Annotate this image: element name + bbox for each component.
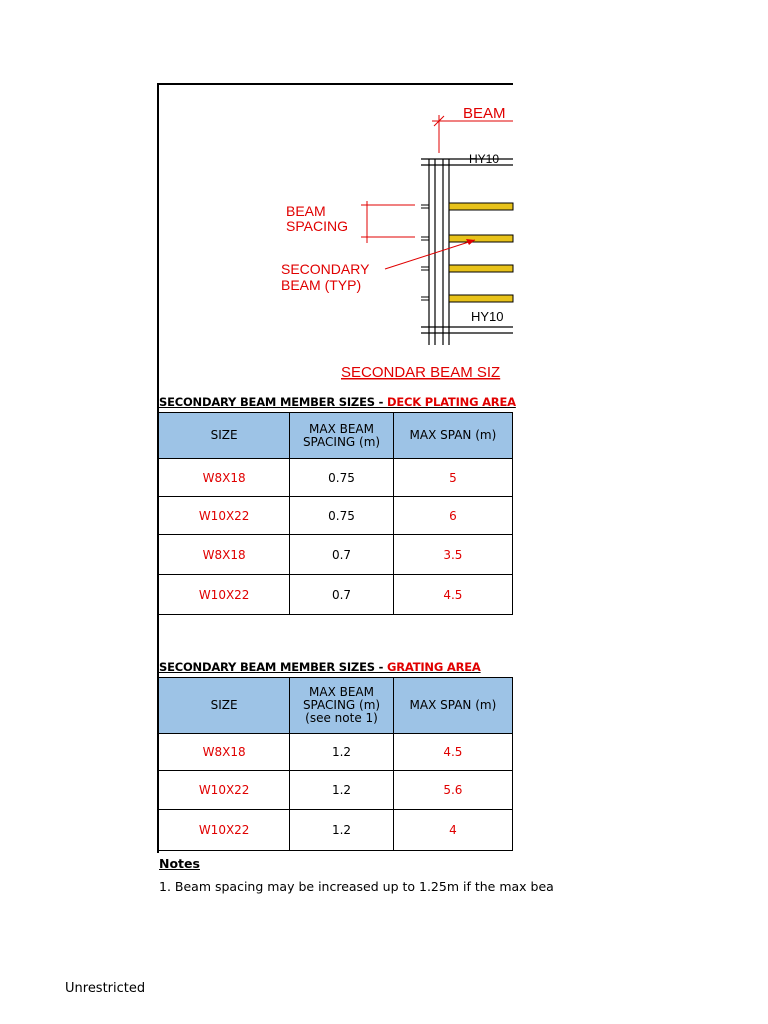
header-size: SIZE	[159, 678, 290, 734]
spacing-cell: 1.2	[290, 810, 394, 851]
size-cell: W8X18	[159, 734, 290, 771]
size-cell: W10X22	[159, 497, 290, 535]
header-size: SIZE	[159, 413, 290, 459]
size-cell: W10X22	[159, 810, 290, 851]
span-cell: 5.6	[393, 771, 512, 810]
table-header-row	[159, 413, 513, 459]
beam-layout-diagram	[157, 83, 513, 393]
header-span: MAX SPAN (m)	[393, 413, 512, 459]
deck-title-prefix: SECONDARY BEAM MEMBER SIZES -	[159, 395, 387, 409]
secondary-beam-label-2: BEAM (TYP)	[281, 277, 362, 293]
beam-spacing-label-1: BEAM	[286, 203, 326, 219]
grating-table-title	[159, 660, 481, 674]
span-cell: 4	[393, 810, 512, 851]
secondary-beam-label-1: SECONDARY	[281, 261, 370, 277]
classification-footer: Unrestricted	[65, 981, 146, 996]
grating-title-area: GRATING AREA	[387, 660, 481, 674]
drawing-caption: SECONDAR BEAM SIZ	[341, 364, 501, 381]
table-row	[159, 771, 513, 810]
secondary-beam-2	[449, 235, 513, 242]
spacing-cell: 0.75	[290, 459, 394, 497]
column-ticks	[421, 205, 429, 300]
deck-plating-table	[158, 412, 513, 615]
beam-spacing-label-2: SPACING	[286, 218, 348, 234]
header-spacing: MAX BEAM SPACING (m)	[290, 413, 394, 459]
deck-table-title	[159, 395, 516, 409]
span-cell: 3.5	[393, 535, 512, 575]
span-cell: 6	[393, 497, 512, 535]
table-row	[159, 734, 513, 771]
beam-label: BEAM	[463, 105, 506, 122]
deck-title-area: DECK PLATING AREA	[387, 395, 516, 409]
secondary-beams	[449, 203, 513, 302]
spacing-cell: 0.7	[290, 575, 394, 615]
span-cell: 4.5	[393, 575, 512, 615]
secondary-beam-3	[449, 265, 513, 272]
table-row	[159, 575, 513, 615]
spacing-cell: 0.7	[290, 535, 394, 575]
secondary-beam-1	[449, 203, 513, 210]
size-cell: W10X22	[159, 575, 290, 615]
header-spacing: MAX BEAM SPACING (m) (see note 1)	[290, 678, 394, 734]
size-cell: W8X18	[159, 459, 290, 497]
span-cell: 4.5	[393, 734, 512, 771]
header-span: MAX SPAN (m)	[393, 678, 512, 734]
grating-title-prefix: SECONDARY BEAM MEMBER SIZES -	[159, 660, 387, 674]
table-row	[159, 497, 513, 535]
table-row	[159, 810, 513, 851]
spacing-cell: 1.2	[290, 734, 394, 771]
size-cell: W8X18	[159, 535, 290, 575]
size-cell: W10X22	[159, 771, 290, 810]
spacing-cell: 0.75	[290, 497, 394, 535]
secondary-beam-drawing	[157, 83, 513, 393]
table-row	[159, 459, 513, 497]
grating-table	[158, 677, 513, 851]
table-row	[159, 535, 513, 575]
hy-label-top: HY10	[469, 152, 500, 166]
hy-label-bottom: HY10	[471, 309, 504, 324]
sheet-frame	[157, 83, 516, 853]
table-header-row	[159, 678, 513, 734]
notes-title: Notes	[159, 856, 200, 871]
span-cell: 5	[393, 459, 512, 497]
note-1: 1. Beam spacing may be increased up to 1.25m if the max bea	[159, 879, 554, 894]
spacing-cell: 1.2	[290, 771, 394, 810]
secondary-beam-4	[449, 295, 513, 302]
